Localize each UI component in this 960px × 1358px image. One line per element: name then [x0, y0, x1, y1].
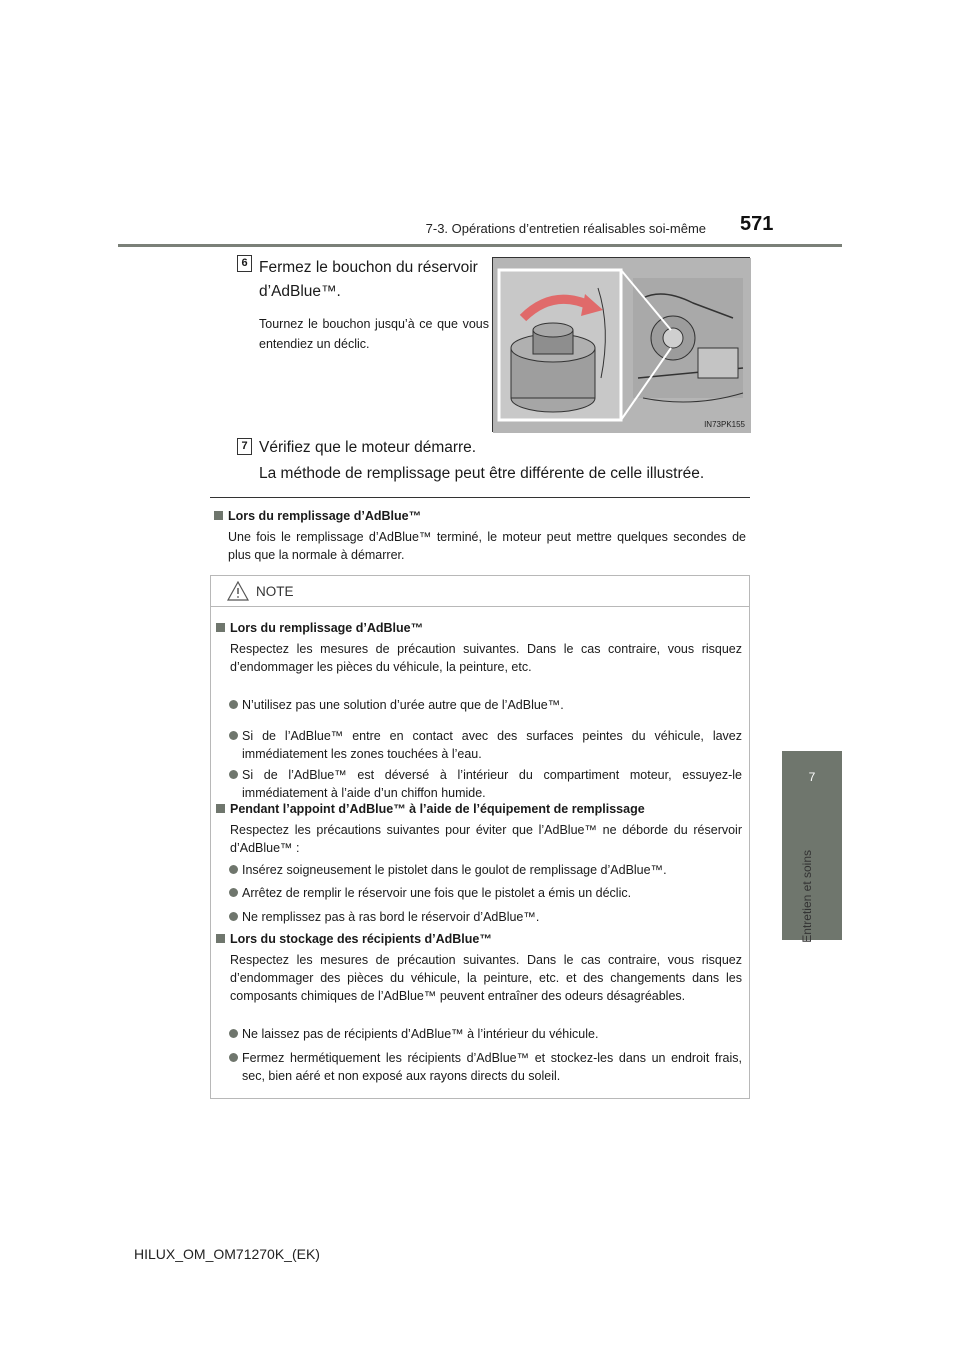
info-body: Une fois le remplissage d’AdBlue™ terminé, le moteur peut mettre quelques secondes de plus que la normale à démarrer.: [228, 530, 746, 562]
bullet-dot-icon: [229, 888, 238, 897]
bullet-dot-icon: [229, 1053, 238, 1062]
step-6-title: Fermez le bouchon du réservoir d’AdBlue™.: [259, 259, 478, 300]
note-section-intro: Respectez les mesures de précaution suivantes. Dans le cas contraire, vous risquez d’endommager les pièces du véhicule, la peinture, etc.: [230, 642, 742, 674]
figure-code: IN73PK155: [704, 420, 745, 429]
note-title-row: [211, 576, 749, 607]
section-divider: [210, 497, 750, 498]
chapter-tab: 7: [782, 751, 842, 810]
square-bullet-icon: [216, 934, 225, 943]
bullet-dot-icon: [229, 1029, 238, 1038]
note-bullet: Fermez hermétiquement les récipients d’AdBlue™ et stockez-les dans un endroit frais, sec, bien aéré et non exposé aux rayons directs du soleil.: [242, 1049, 742, 1085]
note-bullet: Ne remplissez pas à ras bord le réservoir d’AdBlue™.: [242, 908, 742, 926]
section-header: 7-3. Opérations d’entretien réalisables soi-même: [425, 221, 706, 236]
step-7-badge: 7: [237, 438, 252, 455]
step-6-badge: 6: [237, 255, 252, 272]
square-bullet-icon: [216, 804, 225, 813]
step-6-note: Tournez le bouchon jusqu’à ce que vous entendiez un déclic.: [259, 317, 489, 351]
bullet-dot-icon: [229, 700, 238, 709]
note-bullet: Insérez soigneusement le pistolet dans le goulot de remplissage d’AdBlue™.: [242, 861, 742, 879]
step-7-title: Vérifiez que le moteur démarre.: [259, 439, 477, 456]
square-bullet-icon: [216, 623, 225, 632]
note-section-heading: Lors du remplissage d’AdBlue™: [216, 621, 423, 635]
note-box: [210, 575, 750, 1099]
adblue-cap-illustration: [493, 258, 751, 433]
note-title: NOTE: [256, 584, 294, 599]
note-bullet: Si de l’AdBlue™ entre en contact avec des surfaces peintes du véhicule, lavez immédiatement les zones touchées à l’eau.: [242, 727, 742, 763]
note-section-heading: Pendant l’appoint d’AdBlue™ à l’aide de l’équipement de remplissage: [216, 802, 645, 816]
note-bullet: Si de l’AdBlue™ est déversé à l’intérieur du compartiment moteur, essuyez-le immédiatement à l’aide d’un chiffon humide.: [242, 766, 742, 802]
bullet-dot-icon: [229, 770, 238, 779]
square-bullet-icon: [214, 511, 223, 520]
info-heading: Lors du remplissage d’AdBlue™: [214, 509, 421, 523]
bullet-dot-icon: [229, 731, 238, 740]
warning-icon: [227, 581, 249, 601]
bullet-dot-icon: [229, 865, 238, 874]
bullet-dot-icon: [229, 912, 238, 921]
footer-code: HILUX_OM_OM71270K_(EK): [134, 1246, 320, 1262]
note-bullet: N’utilisez pas une solution d’urée autre que de l’AdBlue™.: [242, 696, 742, 714]
engine-illustration: [492, 257, 750, 432]
chapter-label: Entretien et soins: [800, 850, 814, 943]
header-rule: [118, 244, 842, 247]
note-bullet: Arrêtez de remplir le réservoir une fois que le pistolet a émis un déclic.: [242, 884, 742, 902]
note-section-intro: Respectez les précautions suivantes pour éviter que l’AdBlue™ ne déborde du réservoir d’AdBlue™ :: [230, 823, 742, 855]
note-section-intro: Respectez les mesures de précaution suivantes. Dans le cas contraire, vous risquez d’endommager des pièces du véhicule, la peinture, etc. et des changements dans les composants chimiques de l’AdBlue™ peuvent entraîner des odeurs désagréables.: [230, 953, 742, 1003]
method-note: La méthode de remplissage peut être différente de celle illustrée.: [259, 465, 705, 482]
page-number: 571: [740, 213, 774, 235]
note-bullet: Ne laissez pas de récipients d’AdBlue™ à l’intérieur du véhicule.: [242, 1025, 742, 1043]
note-section-heading: Lors du stockage des récipients d’AdBlue™: [216, 932, 492, 946]
